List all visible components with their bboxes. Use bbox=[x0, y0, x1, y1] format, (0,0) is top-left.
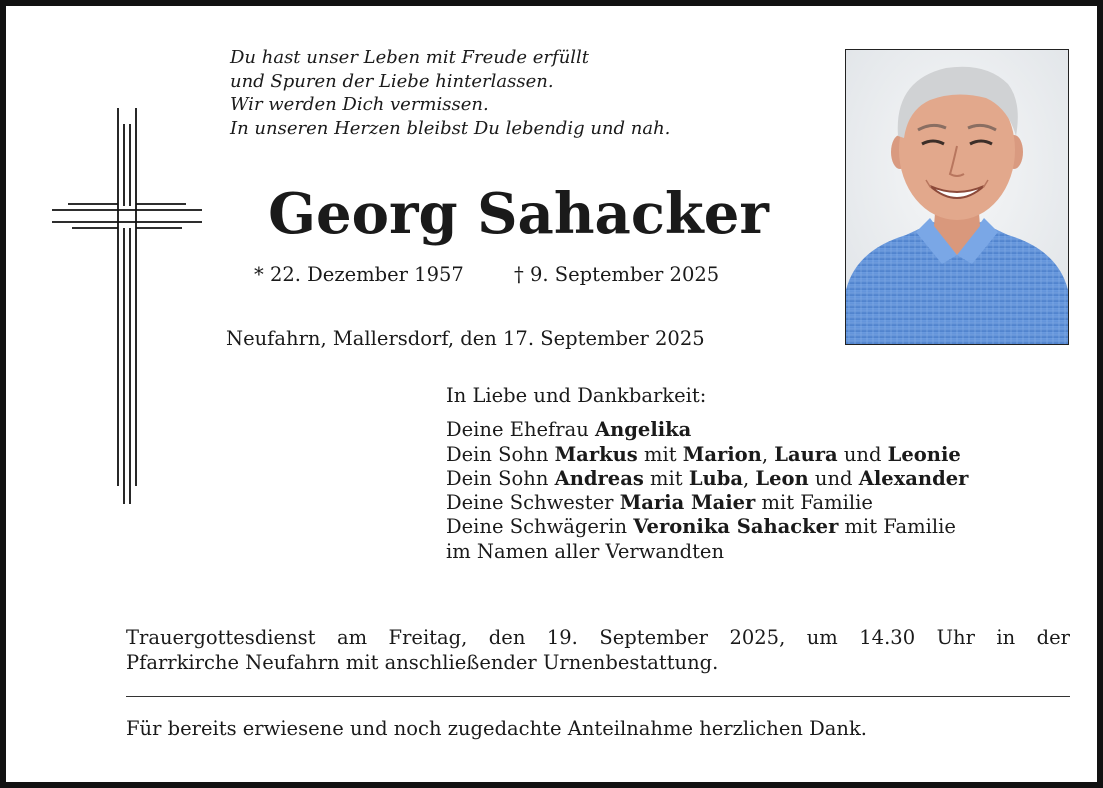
mourner-name: Laura bbox=[774, 442, 838, 466]
mourner-name: Angelika bbox=[594, 418, 692, 442]
mourner-connector: mit bbox=[637, 442, 683, 466]
divider bbox=[126, 696, 1070, 697]
mourner-connector: mit bbox=[643, 466, 689, 490]
service-line: Pfarrkirche Neufahrn mit anschließender Urnenbestattung. bbox=[126, 651, 719, 674]
mourner-line bbox=[446, 467, 968, 491]
mourner-connector: , bbox=[761, 442, 775, 466]
motto-line: Du hast unser Leben mit Freude erfüllt bbox=[230, 47, 590, 68]
cross-icon bbox=[50, 106, 204, 506]
place-and-date: Neufahrn, Mallersdorf, den 17. September 2025 bbox=[226, 327, 705, 350]
mourner-connector: , bbox=[742, 466, 756, 490]
mourner-connector: und bbox=[808, 466, 859, 490]
mourner-name: Andreas bbox=[554, 466, 644, 490]
mourner-name: Veronika Sahacker bbox=[633, 515, 839, 539]
mourner-connector: mit Familie bbox=[755, 491, 873, 515]
motto-line: und Spuren der Liebe hinterlassen. bbox=[230, 70, 554, 92]
mourner-name: Alexander bbox=[858, 466, 969, 490]
thanks-note: Für bereits erwiesene und noch zugedachte Anteilnahme herzlichen Dank. bbox=[126, 717, 867, 740]
mourner-relation: Deine Schwester bbox=[446, 491, 620, 515]
life-dates bbox=[254, 262, 719, 288]
mourner-connector: mit Familie bbox=[838, 515, 956, 539]
motto-line: In unseren Herzen bleibst Du lebendig und nah. bbox=[230, 117, 671, 139]
mourner-name: Maria Maier bbox=[619, 491, 756, 515]
mourner-relation: Deine Schwägerin bbox=[446, 515, 634, 539]
funeral-service-notice bbox=[126, 625, 1070, 675]
mourner-relation: Deine Ehefrau bbox=[446, 418, 595, 442]
mourner-relation: Dein Sohn bbox=[446, 466, 555, 490]
deceased-name: Georg Sahacker bbox=[268, 181, 769, 247]
mourner-name: Marion bbox=[682, 442, 762, 466]
mourner-line bbox=[446, 515, 968, 539]
mourner-connector: und bbox=[837, 442, 888, 466]
mourner-name: Leon bbox=[755, 466, 809, 490]
mourner-relation: Dein Sohn bbox=[446, 442, 555, 466]
mourners-list bbox=[446, 384, 968, 564]
portrait-image bbox=[846, 50, 1068, 344]
mourner-relation: im Namen aller Verwandten bbox=[446, 539, 725, 563]
mourner-line bbox=[446, 540, 968, 564]
mourner-name: Markus bbox=[554, 442, 638, 466]
mourners-intro: In Liebe und Dankbarkeit: bbox=[446, 384, 707, 407]
death-date: † 9. September 2025 bbox=[514, 263, 720, 286]
motto-line: Wir werden Dich vermissen. bbox=[230, 94, 489, 115]
mourner-name: Leonie bbox=[887, 442, 961, 466]
mourner-line bbox=[446, 491, 968, 515]
motto-verse bbox=[230, 46, 670, 140]
portrait-photo bbox=[845, 49, 1069, 345]
mourner-line bbox=[446, 443, 968, 467]
mourner-line bbox=[446, 418, 968, 442]
mourner-name: Luba bbox=[688, 466, 743, 490]
service-line: Trauergottesdienst am Freitag, den 19. September 2025, um 14.30 Uhr in der bbox=[126, 626, 1070, 649]
birth-date: * 22. Dezember 1957 bbox=[254, 263, 464, 286]
